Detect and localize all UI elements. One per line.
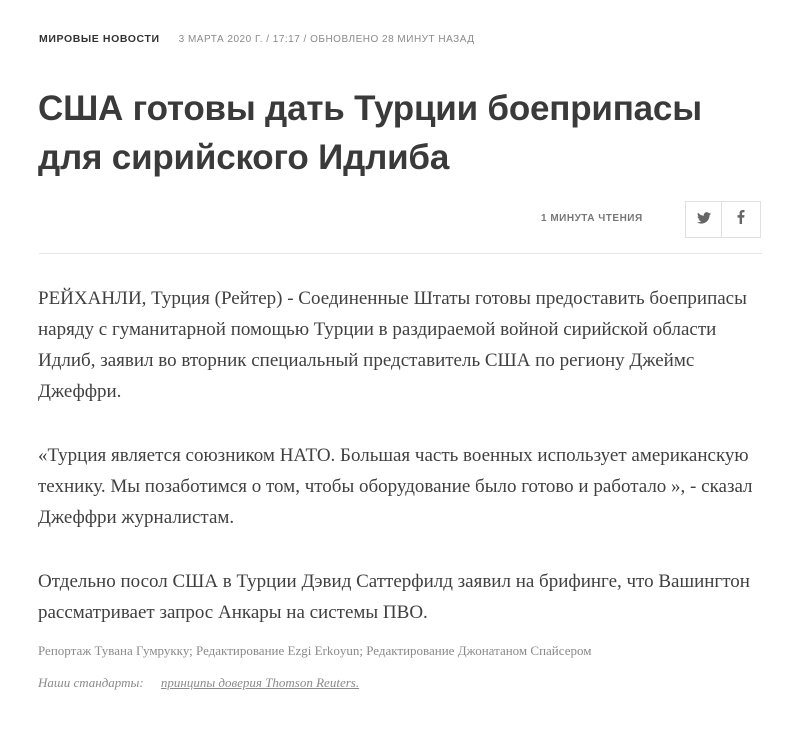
paragraph: РЕЙХАНЛИ, Турция (Рейтер) - Соединенные Штаты готовы предоставить боеприпасы наряду с гуманитарной помощью Турции в раздираемой войной сирийской области Идлиб, заявил во вторник специальный представитель США по региону Джеймс Джеффри. bbox=[38, 288, 747, 402]
article-body bbox=[38, 283, 768, 628]
twitter-share-button[interactable] bbox=[685, 201, 722, 238]
standards-line bbox=[38, 675, 359, 691]
twitter-icon bbox=[697, 211, 711, 229]
standards-label: Наши стандарты: bbox=[38, 675, 144, 690]
header-divider bbox=[39, 253, 762, 254]
share-buttons bbox=[685, 201, 761, 238]
article-credits: Репортаж Тувана Гумрукку; Редактирование Ezgi Erkoyun; Редактирование Джонатаном Спайсером bbox=[38, 643, 592, 658]
trust-principles-link[interactable]: принципы доверия Thomson Reuters. bbox=[160, 675, 360, 690]
headline: США готовы дать Турции боеприпасы для сирийского Идлиба bbox=[38, 89, 702, 177]
paragraph: «Турция является союзником НАТО. Большая часть военных использует американскую технику. Мы позаботимся о том, чтобы оборудование было готово и работало », - сказал Джеффри журналистам. bbox=[38, 445, 753, 528]
facebook-share-button[interactable] bbox=[722, 201, 761, 238]
timestamp: 3 МАРТА 2020 Г. / 17:17 / ОБНОВЛЕНО 28 МИНУТ НАЗАД bbox=[178, 33, 475, 45]
section-link[interactable]: МИРОВЫЕ НОВОСТИ bbox=[39, 33, 160, 45]
paragraph: Отдельно посол США в Турции Дэвид Саттерфилд заявил на брифинге, что Вашингтон рассматривает запрос Анкары на системы ПВО. bbox=[38, 571, 750, 623]
read-time: 1 МИНУТА ЧТЕНИЯ bbox=[541, 213, 643, 224]
article-meta bbox=[39, 33, 475, 45]
facebook-icon bbox=[737, 210, 745, 229]
